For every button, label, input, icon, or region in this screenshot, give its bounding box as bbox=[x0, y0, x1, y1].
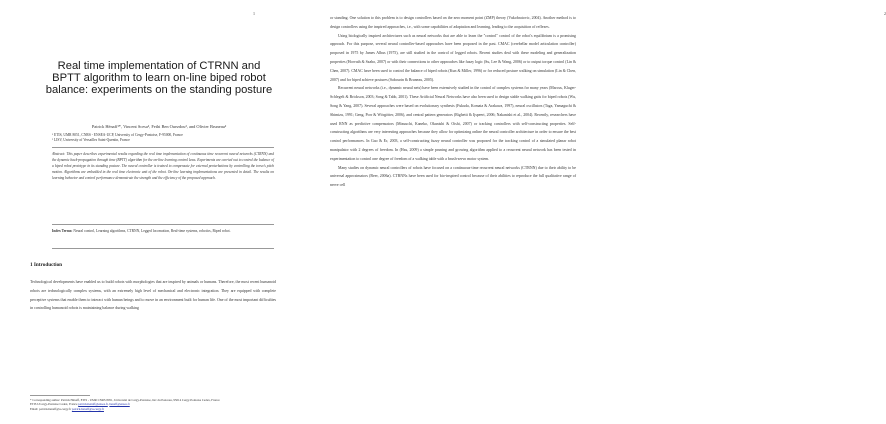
left-page bbox=[0, 0, 300, 424]
footnote-line: Email: patrick.henaff@u-cergy.fr patrick.henaff@u-cergy.fr bbox=[30, 406, 104, 411]
divider bbox=[52, 147, 274, 148]
abstract: Abstract: This paper describes experimental results regarding the real time implementation of continuous time recurrent neural networks (CTRNN) and the dynamic back-propagation through time (BPTT) algorithm for the on-line learning control laws. Experiments are carried out to control the balance of a biped robot prototype in its standing posture. The neural controller is trained to compensate for external perturbations by controlling the torso's pitch motion. Algorithms are embedded in the real time electronic unit of the robot. On-line learning implementations are presented in detail. The results on learning behavior and control performance demonstrate the strength and the efficiency of the proposed approach. bbox=[52, 152, 274, 181]
email-link[interactable]: patrick.henaff@u-cergy.fr bbox=[71, 406, 104, 411]
paragraph: Recurrent neural networks (i.e., dynamic neural nets) have been extensively studied in the control of complex systems for many years (Marcus, Kluger-Schlegelt & Brickson, 2003; Song & Tabb, 2001). These Artificial Neural Networks have also been used to design stable walking gaits for biped robots (Wu, Song & Yang, 2007). Several approaches were based on evolutionary synthesis (Fukuda, Komata & Arakawa, 1997), neural oscillators (Taga, Yamaguchi & Shimizu, 1991; Geng, Porr & Wörgötter, 2006), and central pattern generators (Righetti & Ijspeert, 2006; Nakanishi et al., 2004). Recently, researchers have used RNN as predictive compensators (Mizuuchi, Kaneko, Okanishi & Oishi, 2007) or tracking controllers with self-constructing properties. Self-constructing algorithms are very interesting approaches because they allow for optimizing online the neural controller architecture in order to ensure the best control performances. In Gao & Er, 2003, a self-constructing fuzzy neural controller was proposed for the tracking control of a simulated planar robot manipulator with 2 degrees of freedom. In (Hsu, 2009) a simple pruning and growing algorithm applied to a recurrent neural network has been tested in experimentation to control one degree of freedom of a walking table with a brush-servo motor system. bbox=[330, 86, 576, 161]
section-heading: 1 Introduction bbox=[30, 262, 63, 268]
paragraph: Using biologically inspired architectures such as neural networks that are able to learn the "control" control of the robot's equilibrium is a promising approach. For this purpose, several neural controller-based approaches have been proposed in the past. CMAC (cerebellar model articulation controller) proposed in 1975 by James Albus (1975), are still studied in the control of legged robots. Recent studies deal with these modeling and generalization properties (Horvath & Szabo, 2007) or with their connections to other approaches like fuzzy logic (Su, Lee & Wang, 2006) or to output torque control (Lin & Chen, 2007). CMAC have been used to control the balance of biped robots (Kun & Miller, 1996) or for reduced posture walking on simulation (Lin & Chen, 2007) and for biped achieve postures (Sabourin & Bruneau, 2005). bbox=[330, 33, 576, 82]
authors: Patrick Hénaff¹*, Vincent Scesa², Fethi Ben Ouezdou², and Olivier Bruneau² bbox=[91, 124, 227, 129]
introduction-text bbox=[30, 278, 276, 313]
page-number: 1 bbox=[253, 11, 255, 16]
affiliation-2: ² LISV, University of Versailles Saint-Quentin, France bbox=[52, 138, 130, 142]
index-terms bbox=[52, 228, 274, 234]
index-terms-label: Index Terms: bbox=[52, 229, 73, 233]
footnote bbox=[30, 398, 276, 411]
footnote-line: ETIS UCergy-Pontoise Cedex, France patrick.henaff@ensea.fr, henaff@ensea.fr bbox=[30, 402, 130, 407]
email-link[interactable]: henaff@ensea.fr bbox=[109, 402, 130, 407]
paragraph: Many studies on dynamic neural controllers of robots have focused on a continuous-time recurrent neural networks (CTRNN) due to their ability to be universal approximators (Beer, 2006a). CTRNNs have been used for bio-inspired control because of their abilities to reproduce the full qualitative range of nerve cell bbox=[330, 165, 576, 188]
intro-paragraph: Technological developments have enabled us to build robots with morphologies that are inspired by animals or humans. Therefore, the most recent humanoid robots are technologically complex systems, with an extremely high level of mechanical and electronic integration. They are equipped with complete perceptive systems that enable them to interact with human beings and to move in an environment built for human life. One of the most important difficulties in controlling humanoid robots is maintaining balance during walking bbox=[30, 280, 276, 311]
footnote-rule bbox=[30, 395, 90, 396]
body-text bbox=[330, 14, 576, 190]
affiliations bbox=[52, 133, 272, 143]
paragraph: or standing. One solution to this problem is to design controllers based on the zero moment point (ZMP) theory (Vukobratovic, 2004). Another method is to design controllers using the inspired approaches, i.e., with some capabilities of adaptation and learning, leading to the acquisition of reflexes. bbox=[330, 16, 576, 29]
index-terms-text: Neural control, Learning algorithms, CTRNN, Legged locomotion, Real-time systems, robotics, Biped robot. bbox=[73, 229, 231, 233]
page-number: 2 bbox=[884, 11, 886, 16]
footnote-line: * Corresponding author: Patrick Hénaff, ETIS - UMR CNRS 8051, Université de Cergy-Pontoise, 6av du Ponceau, 95014 Cergy-Pontoise Cedex, France bbox=[30, 398, 220, 402]
affiliation-1: ¹ ETIS, UMR 8051, CNRS - ENSEA-UCP, University of Cergy-Pontoise, F-95000, France bbox=[52, 133, 183, 137]
email-link[interactable]: patrick.henaff@ensea.fr bbox=[78, 402, 108, 407]
paper-title: Real time implementation of CTRNN and BPTT algorithm to learn on-line biped robot balance: experiments on the standing posture bbox=[45, 60, 273, 97]
divider bbox=[52, 248, 274, 249]
divider bbox=[52, 224, 274, 225]
